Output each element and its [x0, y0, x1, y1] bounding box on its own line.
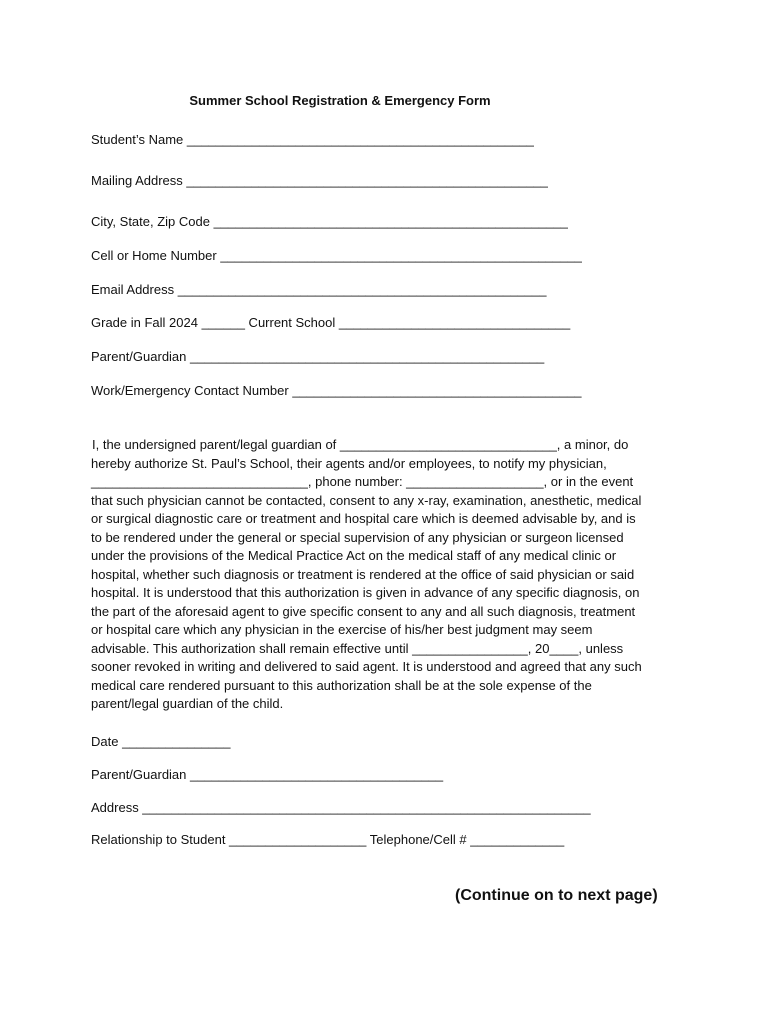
authorization-line: or surgical diagnostic care or treatment and hospital care which is deemed advisable by, and is	[91, 511, 636, 526]
student-name-field[interactable]: Student’s Name ________________________________________________	[91, 132, 534, 147]
authorization-line: or hospital care which any physician in the exercise of his/her best judgment may seem	[91, 622, 593, 637]
phone-number-field[interactable]: Cell or Home Number __________________________________________________	[91, 248, 582, 263]
authorization-line: medical care rendered pursuant to this authorization shall be at the sole expense of the	[91, 677, 592, 693]
authorization-paragraph	[91, 436, 691, 714]
form-title: Summer School Registration & Emergency Form	[189, 93, 491, 108]
relationship-telephone-field[interactable]: Relationship to Student ___________________ Telephone/Cell # _____________	[91, 832, 565, 847]
authorization-line: parent/legal guardian of the child.	[91, 696, 284, 711]
authorization-line: advisable. This authorization shall remain effective until ________________, 20____, unless	[91, 640, 624, 656]
mailing-address-field[interactable]: Mailing Address __________________________________________________	[91, 173, 548, 188]
city-state-zip-field[interactable]: City, State, Zip Code _________________________________________________	[91, 214, 568, 229]
authorization-line: sooner revoked in writing and delivered to said agent. It is understood and agreed that any such	[91, 659, 642, 674]
parent-guardian-field[interactable]: Parent/Guardian _________________________________________________	[91, 349, 545, 364]
grade-current-school-field[interactable]: Grade in Fall 2024 ______ Current School ________________________________	[91, 315, 571, 330]
date-field[interactable]: Date _______________	[91, 734, 231, 749]
address-field[interactable]: Address ______________________________________________________________	[91, 800, 591, 815]
email-address-field[interactable]: Email Address ___________________________________________________	[91, 282, 547, 297]
work-emergency-contact-field[interactable]: Work/Emergency Contact Number ________________________________________	[91, 383, 582, 398]
signature-parent-guardian-field[interactable]: Parent/Guardian ___________________________________	[91, 767, 444, 782]
authorization-line: I, the undersigned parent/legal guardian of ______________________________, a minor, do	[92, 437, 629, 452]
authorization-line: that such physician cannot be contacted, consent to any x-ray, examination, anesthetic, medical	[91, 492, 642, 508]
authorization-line: under the provisions of the Medical Practice Act on the medical staff of any medical clinic or	[91, 548, 617, 563]
authorization-line: ______________________________, phone number: ___________________, or in the event	[91, 474, 634, 489]
authorization-line: hospital. It is understood that this authorization is given in advance of any specific diagnosis, on	[91, 585, 640, 600]
continue-note: (Continue on to next page)	[455, 887, 658, 904]
authorization-line: hospital, whether such diagnosis or treatment is rendered at the office of said physician or said	[91, 566, 635, 582]
authorization-line: hereby authorize St. Paul’s School, their agents and/or employees, to notify my physician,	[91, 455, 607, 471]
authorization-line: the part of the aforesaid agent to give specific consent to any and all such diagnosis, treatment	[91, 603, 636, 619]
authorization-line: to be rendered under the general or special supervision of any physician or surgeon licensed	[91, 529, 624, 545]
